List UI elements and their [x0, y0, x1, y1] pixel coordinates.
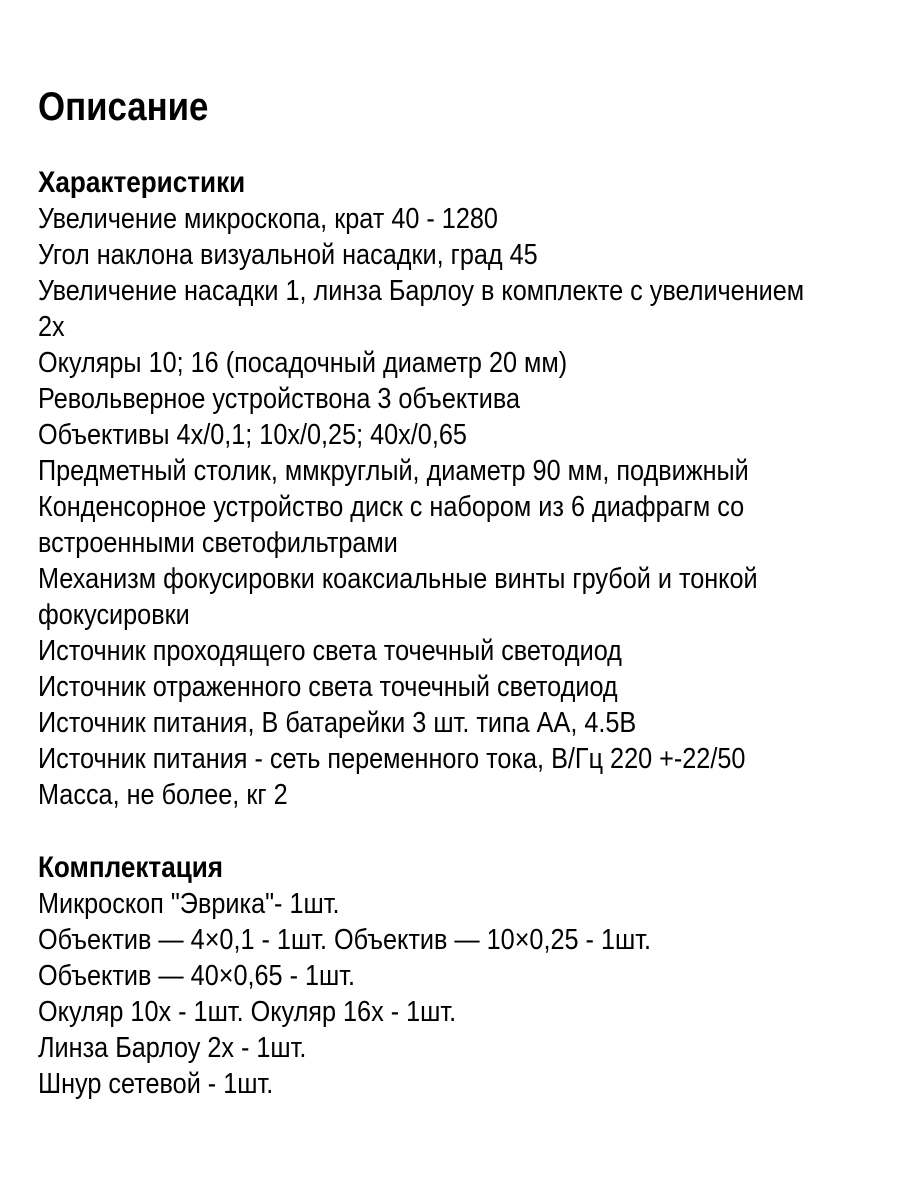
spec-line — [38, 237, 870, 273]
page-title-text: Описание — [38, 85, 209, 129]
spec-line-text: встроенными светофильтрами — [38, 527, 398, 559]
package-line-text: Микроскоп "Эврика"- 1шт. — [38, 888, 340, 920]
spec-line-text: фокусировки — [38, 599, 190, 631]
spec-line — [38, 489, 870, 525]
spec-line-text: Угол наклона визуальной насадки, град 45 — [38, 239, 538, 271]
section-characteristics — [38, 165, 870, 813]
package-line — [38, 922, 870, 958]
spec-line-text: Источник отраженного света точечный светодиод — [38, 671, 618, 703]
package-line — [38, 958, 870, 994]
spec-line-text: Источник проходящего света точечный светодиод — [38, 635, 622, 667]
package-heading — [38, 850, 870, 886]
package-line-text: Объектив — 4×0,1 - 1шт. Объектив — 10×0,25 - 1шт. — [38, 924, 652, 956]
spec-line — [38, 381, 870, 417]
spec-line-text: Конденсорное устройство диск с набором из 6 диафрагм со — [38, 491, 745, 523]
package-line-text: Окуляр 10х - 1шт. Окуляр 16х - 1шт. — [38, 996, 457, 1028]
spec-line — [38, 453, 870, 489]
spec-line — [38, 705, 870, 741]
spec-line — [38, 597, 870, 633]
page-title — [38, 85, 870, 129]
spec-line — [38, 561, 870, 597]
spec-line — [38, 777, 870, 813]
spec-line — [38, 741, 870, 777]
package-line — [38, 886, 870, 922]
spec-line — [38, 669, 870, 705]
spec-line — [38, 525, 870, 561]
spec-line — [38, 309, 870, 345]
characteristics-heading-text: Характеристики — [38, 166, 246, 199]
spec-line-text: Источник питания - сеть переменного тока, В/Гц 220 +-22/50 — [38, 743, 746, 775]
package-line — [38, 1030, 870, 1066]
spec-line-text: 2х — [38, 311, 65, 343]
spec-line — [38, 417, 870, 453]
package-line — [38, 1066, 870, 1102]
spec-line — [38, 273, 870, 309]
package-line-text: Объектив — 40×0,65 - 1шт. — [38, 960, 356, 992]
package-line-text: Шнур сетевой - 1шт. — [38, 1068, 274, 1100]
package-line-text: Линза Барлоу 2х - 1шт. — [38, 1032, 307, 1064]
spec-line-text: Револьверное устройствона 3 объектива — [38, 383, 520, 415]
spec-line-text: Объективы 4х/0,1; 10х/0,25; 40х/0,65 — [38, 419, 467, 451]
spec-line — [38, 201, 870, 237]
characteristics-heading — [38, 165, 870, 201]
spec-line-text: Механизм фокусировки коаксиальные винты грубой и тонкой — [38, 563, 758, 595]
spec-line-text: Источник питания, В батарейки 3 шт. типа АА, 4.5В — [38, 707, 637, 739]
package-line — [38, 994, 870, 1030]
section-package-contents — [38, 850, 870, 1102]
spec-line — [38, 633, 870, 669]
spec-line-text: Увеличение микроскопа, крат 40 - 1280 — [38, 203, 498, 235]
spec-line-text: Увеличение насадки 1, линза Барлоу в комплекте с увеличением — [38, 275, 805, 307]
spec-line — [38, 345, 870, 381]
spec-line-text: Масса, не более, кг 2 — [38, 779, 288, 811]
spec-line-text: Окуляры 10; 16 (посадочный диаметр 20 мм) — [38, 347, 568, 379]
package-heading-text: Комплектация — [38, 851, 224, 884]
spec-line-text: Предметный столик, ммкруглый, диаметр 90 мм, подвижный — [38, 455, 749, 487]
